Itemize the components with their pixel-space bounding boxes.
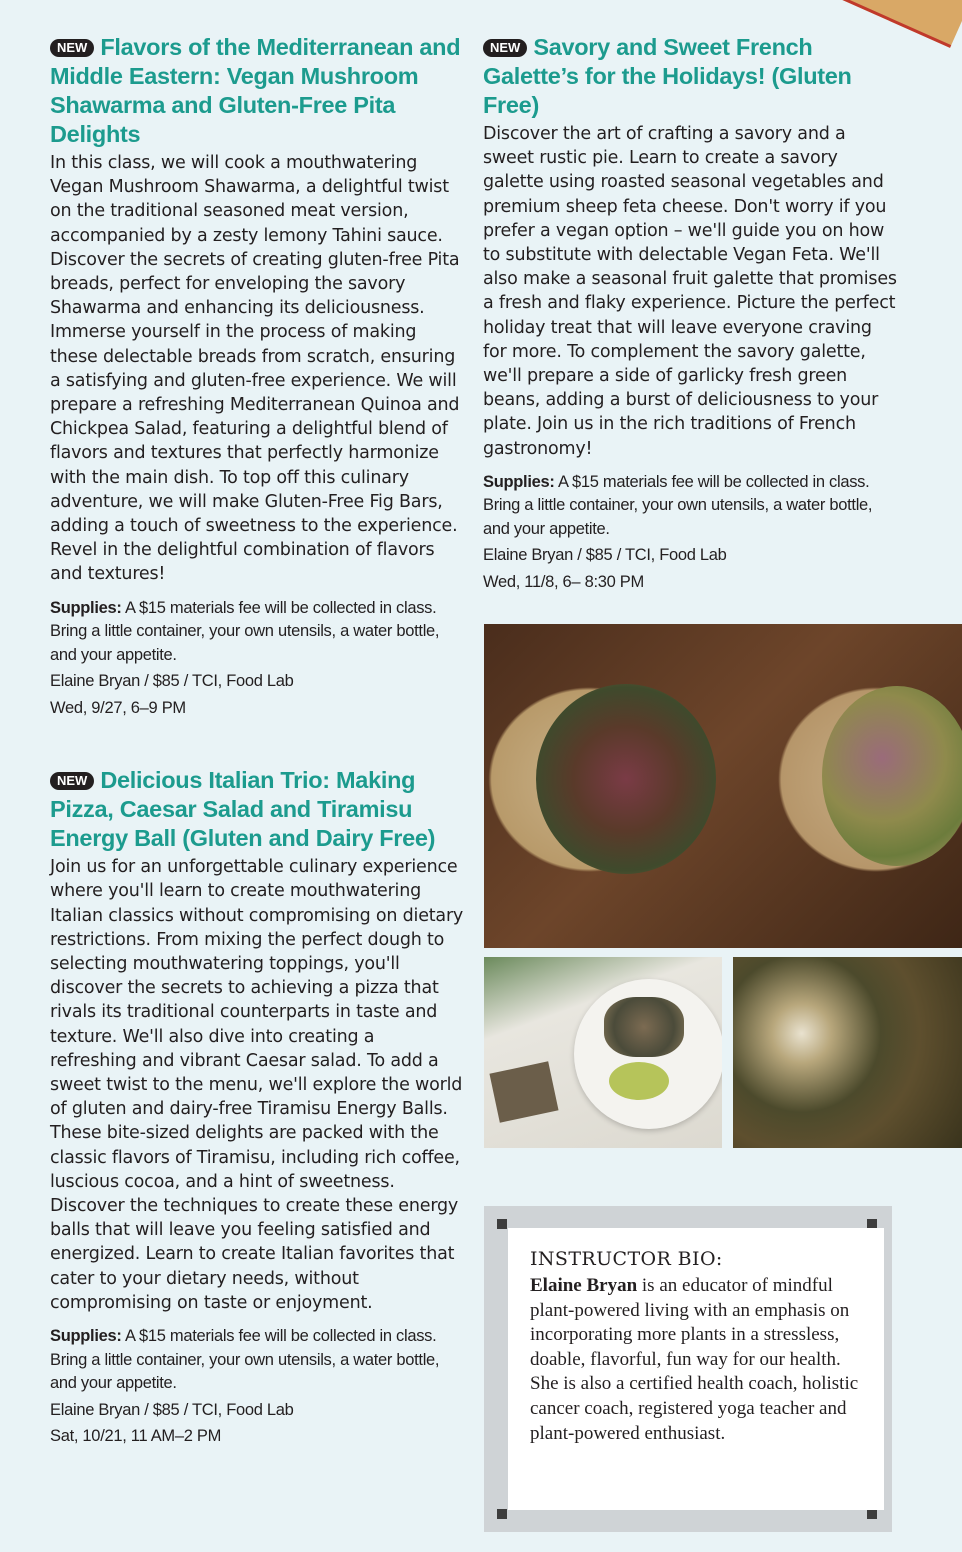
class-listing-shawarma — [50, 33, 465, 720]
corner-square — [497, 1219, 507, 1229]
supplies-label: Supplies: — [50, 598, 122, 617]
quinoa-salad — [604, 997, 684, 1057]
class-date: Wed, 9/27, 6–9 PM — [50, 698, 186, 717]
class-date: Wed, 11/8, 6– 8:30 PM — [483, 572, 644, 591]
bio-body: is an educator of mindful plant-powered living with an emphasis on incorporating more plants in a stressless, doable, flavorful, fun way for our health. She is also a certified health coach, holistic cancer coach, registered yoga teacher and plant-powered enthusiast. — [530, 1275, 859, 1444]
class-description: Discover the art of crafting a savory and a sweet rustic pie. Learn to create a savory galette using roasted seasonal vegetables and premium sheep feta cheese. Don't worry if you prefer a vegan option – we'll guide you on how to substitute with delectable Vegan Feta. We'll also make a seasonal fruit galette that promises a fresh and flaky experience. Picture the perfect holiday treat that will leave everyone craving for more. To complement the savory galette, we'll prepare a side of garlicky fresh green beans, adding a burst of deliciousness to your plate. Join us in the rich traditions of French gastronomy! — [483, 124, 897, 459]
corner-square — [867, 1509, 877, 1519]
supplies-label: Supplies: — [50, 1327, 122, 1346]
pizza-photo — [733, 957, 962, 1148]
class-supplies — [50, 597, 465, 668]
class-description: In this class, we will cook a mouthwatering Vegan Mushroom Shawarma, a delightful twist on the traditional seasoned meat version, accompanied by a zesty lemony Tahini sauce. Discover the secrets of creating gluten-free Pita breads, perfect for enveloping the savory Shawarma and enhancing its deliciousness. Immerse yourself in the process of making these delectable breads from scratch, ensuring a satisfying and gluten-free experience. We will prepare a refreshing Mediterranean Quinoa and Chickpea Salad, featuring a delightful blend of flavors and textures that perfectly harmonize with the main dish. To top off this culinary adventure, we will make Gluten-Free Fig Bars, adding a touch of sweetness to the experience. Revel in the delightful combination of flavors and textures! — [50, 153, 460, 585]
new-badge: NEW — [483, 39, 527, 57]
class-title-text: Savory and Sweet French Galette’s for the Holidays! (Gluten Free) — [483, 34, 852, 118]
class-title-text: Delicious Italian Trio: Making Pizza, Caesar Salad and Tiramisu Energy Ball (Gluten and Dairy Free) — [50, 767, 436, 852]
fig-bar — [489, 1061, 558, 1122]
corner-square — [497, 1509, 507, 1519]
left-column — [50, 33, 465, 1449]
class-title-text: Flavors of the Mediterranean and Middle Eastern: Vegan Mushroom Shawarma and Gluten-Free Pita Delights — [50, 34, 461, 147]
savory-galette-filling — [536, 684, 716, 874]
shawarma-plate-photo — [484, 957, 722, 1148]
class-info: Elaine Bryan / $85 / TCI, Food Lab — [483, 546, 727, 565]
class-info: Elaine Bryan / $85 / TCI, Food Lab — [50, 1400, 294, 1419]
bio-title: INSTRUCTOR BIO: — [530, 1248, 723, 1270]
class-date: Sat, 10/21, 11 AM–2 PM — [50, 1427, 222, 1446]
instructor-bio-box — [484, 1206, 892, 1532]
new-badge: NEW — [50, 772, 94, 790]
supplies-text: A $15 materials fee will be collected in class. Bring a little container, your own utensils, a water bottle, and your appetite. — [483, 472, 873, 538]
class-title — [50, 766, 465, 853]
new-badge: NEW — [50, 39, 94, 57]
right-column — [483, 33, 898, 594]
class-listing-italian — [50, 766, 465, 1448]
instructor-bio-content — [508, 1228, 884, 1510]
class-description: Join us for an unforgettable culinary experience where you'll learn to create mouthwatering Italian classics without compromising on dietary restrictions. From mixing the perfect dough to selecting mouthwatering toppings, you'll discover the secrets to achieving a pizza that rivals its traditional counterparts in taste and texture. We'll also dive into creating a refreshing and vibrant Caesar salad. To add a sweet twist to the menu, we'll explore the world of gluten and dairy-free Tiramisu Energy Balls. These bite-sized delights are packed with the classic flavors of Tiramisu, including rich coffee, luscious cocoa, and a hint of sweetness. Discover the techniques to create these energy balls that will leave you feeling satisfied and energized. Learn to create Italian favorites that cater to your dietary needs, without compromising on taste or enjoyment. — [50, 857, 464, 1313]
class-supplies — [483, 471, 898, 542]
class-supplies — [50, 1325, 465, 1396]
class-title — [483, 33, 898, 120]
class-info: Elaine Bryan / $85 / TCI, Food Lab — [50, 672, 294, 691]
class-listing-galette — [483, 33, 898, 594]
supplies-label: Supplies: — [483, 472, 555, 491]
supplies-text: A $15 materials fee will be collected in class. Bring a little container, your own utensils, a water bottle, and your appetite. — [50, 1327, 440, 1393]
instructor-name: Elaine Bryan — [530, 1275, 638, 1296]
avocado-slice — [609, 1062, 669, 1100]
bio-text — [530, 1274, 864, 1446]
galette-photo — [484, 624, 962, 948]
class-title — [50, 33, 465, 149]
sweet-galette-filling — [822, 686, 962, 866]
supplies-text: A $15 materials fee will be collected in class. Bring a little container, your own utensils, a water bottle, and your appetite. — [50, 598, 440, 664]
